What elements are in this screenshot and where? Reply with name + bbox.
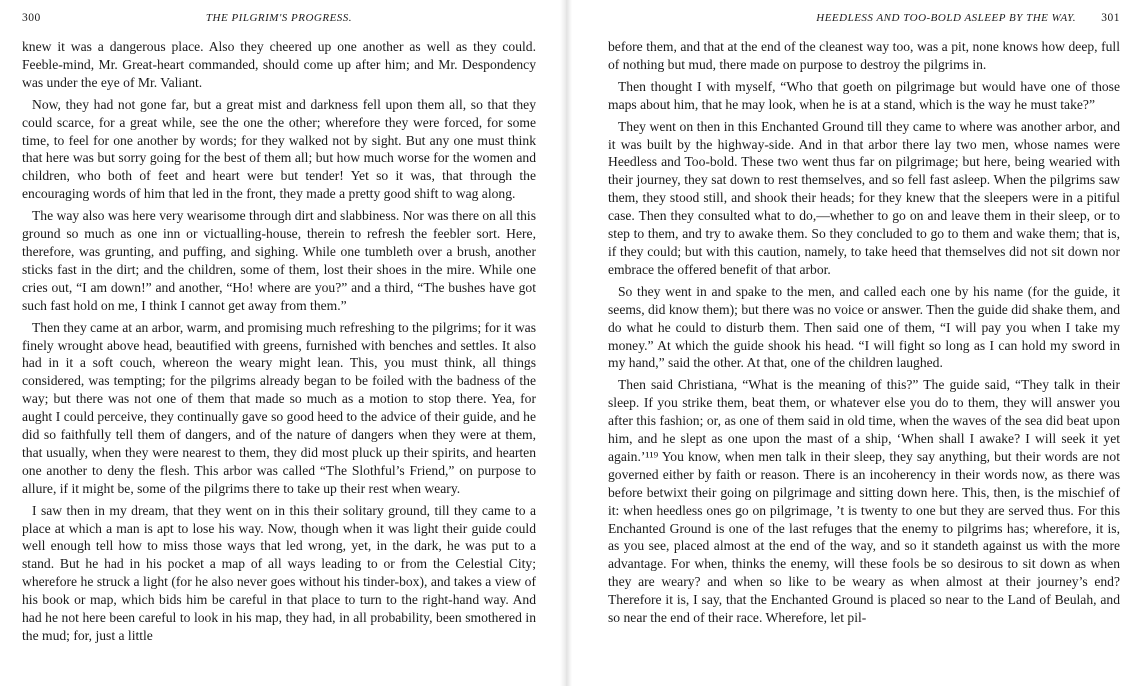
- paragraph: Then said Christiana, “What is the meaning of this?” The guide said, “They talk in their sleep. If you strike them, beat them, or whatever else you do to them, they will answer you after this fashion; or, as one of them said in old time, when the waves of the sea did beat upon him, and he slept as one upon the mast of a ship, ‘When shall I awake? I will seek it yet again.’¹¹⁹ You know, when men talk in their sleep, they say anything, but their words are not governed either by faith or reason. There is an incoherency in their words now, as there was before betwixt their going on pilgrimage and sitting down here. This, then, is the mischief of it: when heedless ones go on pilgrimage, ’t is twenty to one but they are served thus. For this Enchanted Ground is one of the last refuges that the enemy to pilgrims has; wherefore, it is, as you see, placed almost at the end of the way, and so it standeth against us with the more advantage. For when, thinks the enemy, will these fools be so desirous to sit down as when they are weary? and when so like to be weary as when almost at their journey’s end? Therefore it is, I say, that the Enchanted Ground is placed so near to the Land of Beulah, and so near the end of their race. Wherefore, let pil-: [608, 377, 1120, 626]
- paragraph: Now, they had not gone far, but a great mist and darkness fell upon them all, so that they could scarce, for a great while, see the one the other; wherefore they were forced, for some time, to feel for one another by words; for they walked not by sight. But any one must think that here was but sorry going for the best of them all; but how much worse for the women and children, who both of feet and heart were but tender! Yet so it was, that through the encouraging words of him that led in the front, they made a pretty good shift to wag along.: [22, 96, 536, 202]
- paragraph: Then they came at an arbor, warm, and promising much refreshing to the pilgrims; for it was finely wrought above head, beautified with greens, furnished with benches and settles. It also had in it a soft couch, whereon the weary might lean. This, you must think, all things considered, was tempting; for the pilgrims already began to be foiled with the badness of the way; but there was not one of them that made so much as a motion to stop there. Yea, for aught I could perceive, they continually gave so good heed to the advice of their guide, and he did so faithfully tell them of dangers, and of the nature of dangers when they were at them, that usually, when they were nearest to them, they did most pluck up their spirits, and hearten one another to deny the flesh. This arbor was called “The Slothful’s Friend,” on purpose to allure, if it might be, some of the pilgrims there to take up their rest when weary.: [22, 319, 536, 496]
- paragraph: Then thought I with myself, “Who that goeth on pilgrimage but would have one of those maps about him, that he may look, when he is at a stand, which is the way he must take?”: [608, 78, 1120, 112]
- right-page: [566, 0, 1142, 686]
- paragraph: knew it was a dangerous place. Also they cheered up one another as well as they could. Feeble-mind, Mr. Great-heart commanded, should come up after him; and Mr. Despondency was under the eye of Mr. Valiant.: [22, 39, 536, 90]
- left-page: [0, 0, 566, 686]
- paragraph: I saw then in my dream, that they went on in this their solitary ground, till they came to a place at which a man is apt to lose his way. Now, though when it was light their guide could well enough tell how to miss those ways that led wrong, yet, in the dark, he was put to a stand. But he had in his pocket a map of all ways leading to or from the Celestial City; wherefore he struck a light (for he also never goes without his tinder-box), and takes a view of his book or map, which bids him be careful in that place to turn to the right-hand way. And had he not here been careful to look in his map, they had, in all probability, been smothered in the mud; for, just a little: [22, 502, 536, 643]
- paragraph: So they went in and spake to the men, and called each one by his name (for the guide, it seems, did know them); but there was no voice or answer. Then the guide did shake them, and do what he could to disturb them. Then said one of them, “I will pay you when I take my money.” At which the guide shook his head. “I will fight so long as I can hold my sword in my hand,” said the other. At that, one of the children laughed.: [608, 283, 1120, 371]
- right-page-header: [608, 10, 1120, 34]
- running-head: HEEDLESS AND TOO-BOLD ASLEEP BY THE WAY.: [816, 12, 1076, 24]
- right-page-text: [608, 38, 1120, 627]
- paragraph: The way also was here very wearisome through dirt and slabbiness. Nor was there on all this ground so much as one inn or victualling-house, therein to refresh the feebler sort. Here, therefore, was grunting, and puffing, and sighing. While one tumbleth over a brush, another sticks fast in the dirt; and the children, some of them, lost their shoes in the mire. While one cries out, “I am down!” and another, “Ho! where are you?” and a third, “The bushes have got such fast hold on me, I think I cannot get away from them.”: [22, 208, 536, 313]
- paragraph: They went on then in this Enchanted Ground till they came to where was another arbor, and it was built by the highway-side. And in that arbor there lay two men, whose names were Heedless and Too-bold. These two went thus far on pilgrimage; but here, being wearied with their journey, they sat down to rest themselves, and so fell fast asleep. When the pilgrims saw them, they stood still, and shook their heads; for they knew that the sleepers were in a pitiful case. Then they consulted what to do,—whether to go on and leave them in their sleep, or to step to them, and try to awake them. So they concluded to go to them and wake them; that is, if they could; but with this caution, namely, to take heed that themselves did not sit down nor embrace the offered benefit of that arbor.: [608, 118, 1120, 277]
- paragraph: before them, and that at the end of the cleanest way too, was a pit, none knows how deep, full of nothing but mud, there made on purpose to destroy the pilgrims in.: [608, 39, 1120, 72]
- left-page-text: [22, 38, 536, 645]
- page-number: 300: [22, 12, 41, 24]
- page-number: 301: [1101, 12, 1120, 24]
- running-head: THE PILGRIM'S PROGRESS.: [205, 12, 353, 24]
- left-page-header: [22, 10, 536, 34]
